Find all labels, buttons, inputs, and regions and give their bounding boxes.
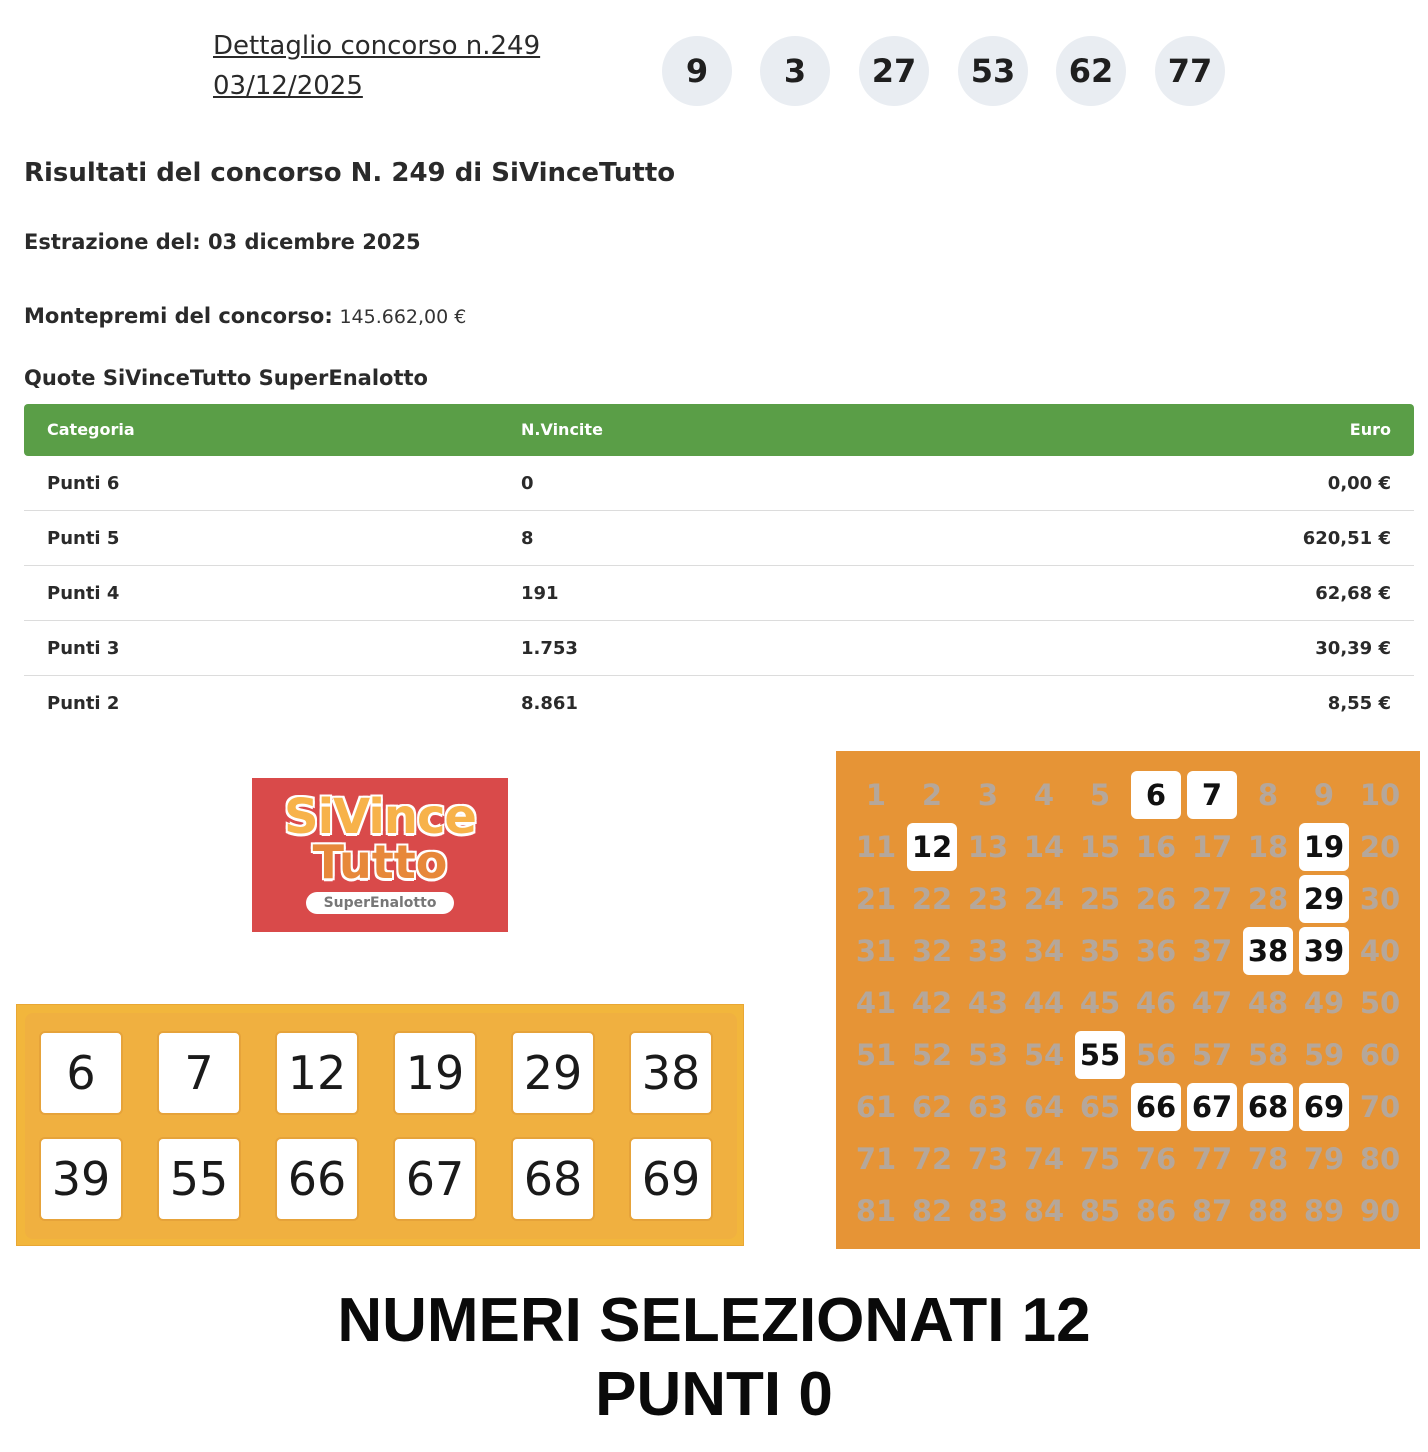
board-number[interactable]: 27 (1191, 882, 1233, 916)
board-number[interactable]: 88 (1247, 1194, 1289, 1228)
ticket-number: 6 (39, 1031, 123, 1115)
board-number[interactable]: 24 (1023, 882, 1065, 916)
board-number[interactable]: 2 (921, 778, 943, 812)
table-row (24, 456, 1414, 511)
board-number[interactable]: 9 (1313, 778, 1335, 812)
board-number[interactable]: 74 (1023, 1142, 1065, 1176)
ticket-number: 66 (275, 1137, 359, 1221)
board-number[interactable]: 49 (1303, 986, 1345, 1020)
ticket-number: 12 (275, 1031, 359, 1115)
table-row (24, 566, 1414, 621)
ticket-number: 19 (393, 1031, 477, 1115)
table-row (24, 511, 1414, 566)
board-number[interactable]: 23 (967, 882, 1009, 916)
board-number[interactable]: 22 (911, 882, 953, 916)
board-number-selected[interactable]: 68 (1243, 1083, 1293, 1131)
board-number[interactable]: 17 (1191, 830, 1233, 864)
ticket-number: 69 (629, 1137, 713, 1221)
board-number[interactable]: 15 (1079, 830, 1121, 864)
board-number[interactable]: 79 (1303, 1142, 1345, 1176)
board-number[interactable]: 51 (855, 1038, 897, 1072)
row-euro: 0,00 € (1327, 473, 1391, 494)
board-number[interactable]: 57 (1191, 1038, 1233, 1072)
ticket-number: 38 (629, 1031, 713, 1115)
board-number[interactable]: 31 (855, 934, 897, 968)
drawn-ball: 62 (1056, 36, 1126, 106)
drawn-ball: 9 (662, 36, 732, 106)
board-number[interactable]: 80 (1359, 1142, 1401, 1176)
board-number[interactable]: 43 (967, 986, 1009, 1020)
board-number[interactable]: 61 (855, 1090, 897, 1124)
ticket-number: 68 (511, 1137, 595, 1221)
table-row (24, 621, 1414, 676)
drawn-numbers (662, 36, 1242, 106)
board-number[interactable]: 71 (855, 1142, 897, 1176)
board-number[interactable]: 1 (865, 778, 887, 812)
quotes-title: Quote SiVinceTutto SuperEnalotto (24, 366, 428, 390)
board-number[interactable]: 18 (1247, 830, 1289, 864)
board-number[interactable]: 21 (855, 882, 897, 916)
board-number[interactable]: 75 (1079, 1142, 1121, 1176)
ticket-number: 67 (393, 1137, 477, 1221)
drawn-ball: 77 (1155, 36, 1225, 106)
board-number-selected[interactable]: 6 (1131, 771, 1181, 819)
header-category: Categoria (47, 420, 135, 439)
logo-line2: Tutto (312, 835, 448, 889)
board-number[interactable]: 36 (1135, 934, 1177, 968)
board-number[interactable]: 44 (1023, 986, 1065, 1020)
board-number[interactable]: 70 (1359, 1090, 1401, 1124)
board-number[interactable]: 8 (1257, 778, 1279, 812)
board-number[interactable]: 52 (911, 1038, 953, 1072)
board-number[interactable]: 58 (1247, 1038, 1289, 1072)
board-number[interactable]: 4 (1033, 778, 1055, 812)
row-euro: 62,68 € (1315, 583, 1391, 604)
board-number[interactable]: 87 (1191, 1194, 1233, 1228)
board-number[interactable]: 56 (1135, 1038, 1177, 1072)
board-number[interactable]: 45 (1079, 986, 1121, 1020)
ticket-number: 55 (157, 1137, 241, 1221)
board-number[interactable]: 46 (1135, 986, 1177, 1020)
row-category: Punti 4 (47, 583, 120, 604)
board-number[interactable]: 37 (1191, 934, 1233, 968)
ticket-number: 39 (39, 1137, 123, 1221)
drawn-ball: 3 (760, 36, 830, 106)
board-number[interactable]: 83 (967, 1194, 1009, 1228)
board-number[interactable]: 50 (1359, 986, 1401, 1020)
board-number-selected[interactable]: 67 (1187, 1083, 1237, 1131)
board-number[interactable]: 33 (967, 934, 1009, 968)
ticket-panel (25, 1013, 737, 1239)
summary-points: PUNTI 0 (595, 1360, 833, 1429)
board-number[interactable]: 5 (1089, 778, 1111, 812)
board-number[interactable]: 13 (967, 830, 1009, 864)
header-euro: Euro (1349, 420, 1391, 439)
summary (0, 1284, 1428, 1432)
board-number-selected[interactable]: 19 (1299, 823, 1349, 871)
board-number[interactable]: 11 (855, 830, 897, 864)
jackpot-value: 145.662,00 € (339, 306, 467, 328)
board-number[interactable]: 10 (1359, 778, 1401, 812)
board-number[interactable]: 62 (911, 1090, 953, 1124)
sivincetutto-logo (252, 778, 508, 932)
board-number[interactable]: 42 (911, 986, 953, 1020)
prize-table (24, 404, 1414, 731)
board-number[interactable]: 82 (911, 1194, 953, 1228)
contest-detail-date[interactable]: 03/12/2025 (213, 71, 363, 101)
drawn-ball: 27 (859, 36, 929, 106)
selected-ticket (16, 1004, 744, 1246)
results-title: Risultati del concorso N. 249 di SiVinceTutto (24, 158, 676, 188)
board-number[interactable]: 72 (911, 1142, 953, 1176)
board-number[interactable]: 32 (911, 934, 953, 968)
board-number[interactable]: 25 (1079, 882, 1121, 916)
board-number-selected[interactable]: 39 (1299, 927, 1349, 975)
board-number[interactable]: 30 (1359, 882, 1401, 916)
row-wins: 8.861 (521, 693, 578, 714)
contest-detail-title[interactable]: Dettaglio concorso n.249 (213, 31, 541, 61)
contest-detail-link[interactable] (213, 26, 633, 106)
board-number[interactable]: 81 (855, 1194, 897, 1228)
board-number[interactable]: 47 (1191, 986, 1233, 1020)
board-number[interactable]: 48 (1247, 986, 1289, 1020)
board-number[interactable]: 20 (1359, 830, 1401, 864)
logo-line1: SiVince (284, 789, 476, 845)
jackpot-label: Montepremi del concorso: (24, 304, 333, 328)
board-number[interactable]: 84 (1023, 1194, 1065, 1228)
row-euro: 8,55 € (1327, 693, 1391, 714)
board-number[interactable]: 3 (977, 778, 999, 812)
board-number[interactable]: 73 (967, 1142, 1009, 1176)
board-number[interactable]: 34 (1023, 934, 1065, 968)
row-category: Punti 2 (47, 693, 120, 714)
board-number[interactable]: 53 (967, 1038, 1009, 1072)
summary-selected: NUMERI SELEZIONATI 12 (337, 1286, 1091, 1355)
row-category: Punti 3 (47, 638, 120, 659)
board-number[interactable]: 63 (967, 1090, 1009, 1124)
board-number[interactable]: 59 (1303, 1038, 1345, 1072)
board-number[interactable]: 41 (855, 986, 897, 1020)
board-number[interactable]: 78 (1247, 1142, 1289, 1176)
row-euro: 620,51 € (1302, 528, 1391, 549)
board-number-selected[interactable]: 29 (1299, 875, 1349, 923)
row-wins: 8 (521, 528, 534, 549)
row-category: Punti 5 (47, 528, 120, 549)
table-row (24, 676, 1414, 731)
board-number[interactable]: 85 (1079, 1194, 1121, 1228)
board-number[interactable]: 90 (1359, 1194, 1401, 1228)
board-number-selected[interactable]: 66 (1131, 1083, 1181, 1131)
number-board (836, 751, 1420, 1249)
prize-table-header (24, 404, 1414, 456)
ticket-number: 7 (157, 1031, 241, 1115)
board-number[interactable]: 60 (1359, 1038, 1401, 1072)
board-number[interactable]: 35 (1079, 934, 1121, 968)
board-number[interactable]: 26 (1135, 882, 1177, 916)
board-number[interactable]: 89 (1303, 1194, 1345, 1228)
board-number[interactable]: 76 (1135, 1142, 1177, 1176)
board-number[interactable]: 40 (1359, 934, 1401, 968)
board-number[interactable]: 64 (1023, 1090, 1065, 1124)
board-number-selected[interactable]: 69 (1299, 1083, 1349, 1131)
board-number-selected[interactable]: 38 (1243, 927, 1293, 975)
board-number[interactable]: 54 (1023, 1038, 1065, 1072)
board-number-selected[interactable]: 12 (907, 823, 957, 871)
row-euro: 30,39 € (1315, 638, 1391, 659)
ticket-number: 29 (511, 1031, 595, 1115)
row-wins: 191 (521, 583, 559, 604)
header-wins: N.Vincite (521, 420, 603, 439)
board-number-selected[interactable]: 7 (1187, 771, 1237, 819)
draw-date: Estrazione del: 03 dicembre 2025 (24, 230, 421, 254)
board-number[interactable]: 77 (1191, 1142, 1233, 1176)
board-number[interactable]: 14 (1023, 830, 1065, 864)
board-number[interactable]: 16 (1135, 830, 1177, 864)
row-wins: 0 (521, 473, 534, 494)
logo-sub: SuperEnalotto (306, 892, 454, 914)
board-number[interactable]: 28 (1247, 882, 1289, 916)
board-number[interactable]: 65 (1079, 1090, 1121, 1124)
board-number[interactable]: 86 (1135, 1194, 1177, 1228)
row-wins: 1.753 (521, 638, 578, 659)
jackpot (24, 304, 466, 328)
board-number-selected[interactable]: 55 (1075, 1031, 1125, 1079)
drawn-ball: 53 (958, 36, 1028, 106)
row-category: Punti 6 (47, 473, 120, 494)
